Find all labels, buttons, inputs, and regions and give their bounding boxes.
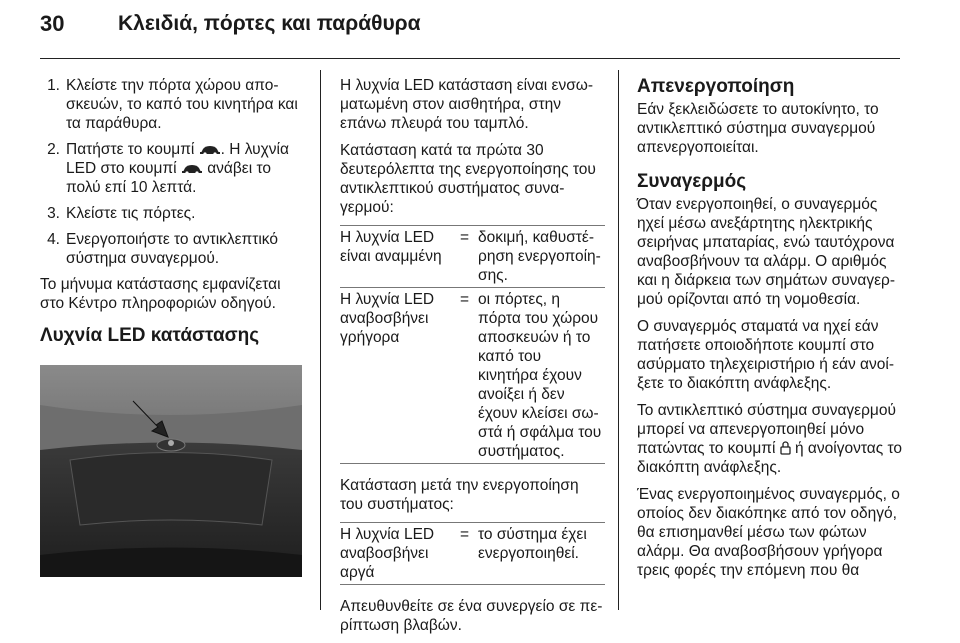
column-divider-right [618, 70, 619, 610]
alarm-heading: Συναγερμός [637, 171, 747, 192]
steps-list [40, 76, 308, 268]
page-header [40, 6, 421, 42]
after-activation-text: Κατάσταση μετά την ενεργοποίηση του συστήματος: [340, 477, 579, 513]
column-1 [40, 76, 308, 577]
list-item: 3. Κλείστε τις πόρτες. [47, 205, 196, 222]
page-title: Κλειδιά, πόρτες και παράθυρα [118, 12, 421, 35]
page-number: 30 [40, 11, 65, 36]
table-cell-state: Η λυχνία LED αναβοσβήνει γρήγορα [340, 291, 435, 346]
workshop-text: Απευθυνθείτε σε ένα συνεργείο σε περίπτωση βλαβών. [340, 598, 603, 634]
alarm-paragraph-2: Ο συναγερμός σταματά να ηχεί εάν πατήσετε οποιοδήποτε κουμπί στο ασύρματο τηλεχειριστήριο ή εάν ανοίξετε το διακόπτη ανάφλεξης. [637, 318, 894, 392]
list-item: 1. Κλείστε την πόρτα χώρου αποσκευών, το καπό του κινητήρα και τα παράθυρα. [47, 77, 298, 132]
column-2 [340, 76, 605, 643]
table-cell-eq: = [460, 229, 470, 246]
table-divider [340, 584, 605, 585]
status-table-2 [340, 522, 605, 585]
table-cell-state: Η λυχνία LED είναι αναμμένη [340, 229, 442, 265]
list-item: 4. Ενεργοποιήστε το αντικλεπτικό σύστημα συναγερμού. [47, 231, 278, 267]
list-item: 2. Πατήστε το κουμπί . Η λυχνία LED στο κουμπί ανάβει το πολύ επί 10 λεπτά. [47, 141, 289, 196]
lock-icon [780, 440, 791, 455]
table-cell-meaning: δοκιμή, καθυστέρηση ενεργοποίησης. [478, 229, 601, 284]
deactivation-heading: Απενεργοποίηση [637, 76, 795, 97]
deactivation-text: Εάν ξεκλειδώσετε το αυτοκίνητο, το αντικλεπτικό σύστημα συναγερμού απενεργοποιείται. [637, 101, 879, 156]
status-note: Το μήνυμα κατάστασης εμφανίζεται στο Κέντρο πληροφοριών οδηγού. [40, 276, 281, 312]
table-cell-state: Η λυχνία LED αναβοσβήνει αργά [340, 526, 435, 581]
alarm-paragraph-4: Ένας ενεργοποιημένος συναγερμός, ο οποίος δεν διακόπηκε από τον οδηγό, θα επισημανθεί μέσω των φώτων αλάρμ. Θα αναβοσβήσουν γρήγορα τρεις φορές την επόμενη που θα [637, 486, 900, 579]
table-divider [340, 463, 605, 464]
header-rule [40, 58, 900, 59]
column-divider-left [320, 70, 321, 610]
status-table-1 [340, 225, 605, 464]
alarm-paragraph-3: Το αντικλεπτικό σύστημα συναγερμού μπορεί να απενεργοποιηθεί μόνο πατώντας το κουμπί ή ανοίγοντας το διακόπτη ανάφλεξης. [637, 402, 902, 476]
table-cell-eq: = [460, 526, 470, 543]
table-cell-eq: = [460, 291, 470, 308]
car-lock-icon [181, 163, 203, 175]
column-3 [637, 76, 905, 588]
dashboard-led-photo [40, 365, 302, 577]
first30-text: Κατάσταση κατά τα πρώτα 30 δευτερόλεπτα της ενεργοποίησης του αντικλεπτικού συστήματος συναγερμού: [340, 142, 596, 216]
car-lock-icon [199, 144, 221, 156]
alarm-paragraph-1: Όταν ενεργοποιηθεί, ο συναγερμός ηχεί μέσω ανεξάρτητης ηλεκτρικής σειρήνας μπαταρίας, ενώ ταυτόχρονα αναβοσβήνουν τα αλάρμ. Ο αριθμός και η διάρκεια των σημάτων συναγερμού ορίζονται από τη νομοθεσία. [637, 196, 896, 308]
led-intro: Η λυχνία LED κατάσταση είναι ενσωματωμένη στον αισθητήρα, στην επάνω πλευρά του ταμπλό. [340, 77, 594, 132]
table-cell-meaning: οι πόρτες, η πόρτα του χώρου αποσκευών ή το καπό του κινητήρα έχουν ανοίξει ή δεν έχουν κλείσει σωστά ή σφάλμα του συστήματος. [478, 291, 602, 460]
table-cell-meaning: το σύστημα έχει ενεργοποιηθεί. [478, 526, 587, 562]
led-heading: Λυχνία LED κατάστασης [40, 325, 260, 346]
